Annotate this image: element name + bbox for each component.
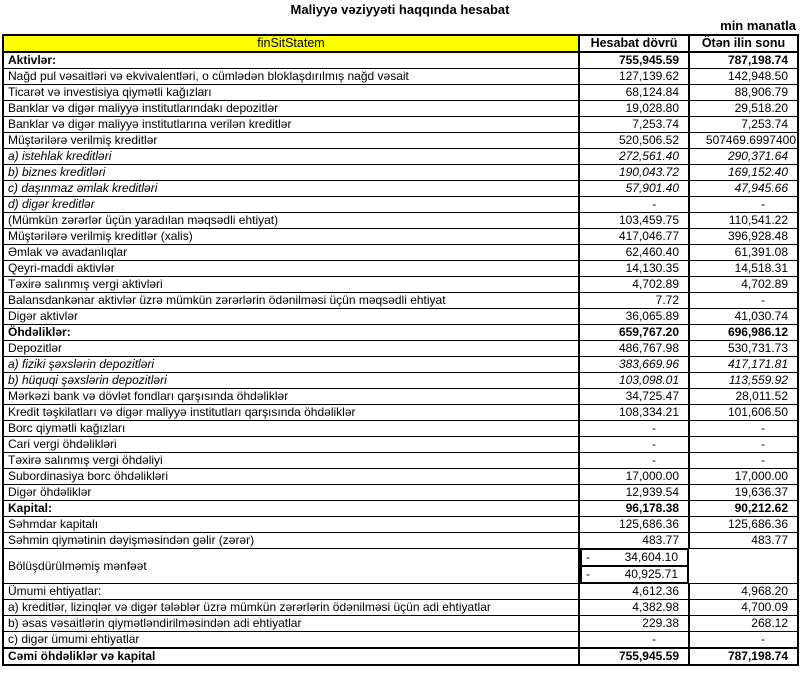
value-reporting-period: 4,702.89 bbox=[579, 277, 689, 293]
row-label: Aktivlər: bbox=[3, 52, 579, 69]
row-label: Digər öhdəliklər bbox=[3, 485, 579, 501]
value-reporting-period: 229.38 bbox=[579, 616, 689, 632]
value-end-of-last-year: 61,391.08 bbox=[689, 245, 798, 261]
row-label: Təxirə salınmış vergi öhdəliyi bbox=[3, 453, 579, 469]
value-reporting-period: 103,098.01 bbox=[579, 373, 689, 389]
value-reporting-period: 190,043.72 bbox=[579, 165, 689, 181]
value-reporting-period: 103,459.75 bbox=[579, 213, 689, 229]
value-reporting-period: 68,124.84 bbox=[579, 85, 689, 101]
unit-note: min manatla bbox=[720, 18, 796, 33]
value-reporting-period: 486,767.98 bbox=[579, 341, 689, 357]
row-label: Ümumi ehtiyatlar: bbox=[3, 584, 579, 600]
value-end-of-last-year: - bbox=[689, 453, 798, 469]
value-reporting-period: - bbox=[579, 197, 689, 213]
value-end-of-last-year: 90,212.62 bbox=[689, 501, 798, 517]
value-end-of-last-year: 88,906.79 bbox=[689, 85, 798, 101]
value-reporting-period: 659,767.20 bbox=[579, 325, 689, 341]
table-row bbox=[3, 325, 798, 341]
value-end-of-last-year: 507469.6997400 bbox=[689, 133, 798, 149]
row-label: Banklar və digər maliyyə institutlarına verilən kreditlər bbox=[3, 117, 579, 133]
row-label: Cəmi öhdəliklər və kapital bbox=[3, 648, 579, 665]
row-label: Subordinasiya borc öhdəlikləri bbox=[3, 469, 579, 485]
table-row bbox=[3, 277, 798, 293]
table-row bbox=[3, 501, 798, 517]
value-end-of-last-year: 483.77 bbox=[689, 533, 798, 549]
value-end-of-last-year: 787,198.74 bbox=[689, 648, 798, 665]
value-reporting-period: 12,939.54 bbox=[579, 485, 689, 501]
value-end-of-last-year: 125,686.36 bbox=[689, 517, 798, 533]
table-row bbox=[3, 405, 798, 421]
value-reporting-period: 755,945.59 bbox=[579, 52, 689, 69]
value-end-of-last-year: 4,702.89 bbox=[689, 277, 798, 293]
row-label: a) kreditlər, lizinqlər və digər tələblər üzrə mümkün zərərlərin ödənilməsi üçün adi ehtiyatlar bbox=[3, 600, 579, 616]
row-label: Nağd pul vəsaitləri və ekvivalentləri, o cümlədən bloklaşdırılmış nağd vəsait bbox=[3, 69, 579, 85]
row-label: b) əsas vəsaitlərin qiymətləndirilməsindən adi ehtiyatlar bbox=[3, 616, 579, 632]
row-label: Səhmdar kapitalı bbox=[3, 517, 579, 533]
value-reporting-period: - bbox=[579, 421, 689, 437]
table-row bbox=[3, 293, 798, 309]
table-row bbox=[3, 453, 798, 469]
table-header-row bbox=[3, 35, 798, 52]
row-label: Borc qiymətli kağızları bbox=[3, 421, 579, 437]
value-end-of-last-year: 19,636.37 bbox=[689, 485, 798, 501]
value-end-of-last-year: 41,030.74 bbox=[689, 309, 798, 325]
table-row bbox=[3, 85, 798, 101]
table-row bbox=[3, 149, 798, 165]
value-end-of-last-year: 101,606.50 bbox=[689, 405, 798, 421]
header-cell-end-of-last-year: Ötən ilin sonu bbox=[689, 35, 798, 52]
value-end-of-last-year: 787,198.74 bbox=[689, 52, 798, 69]
table-row bbox=[3, 213, 798, 229]
report-title: Maliyyə vəziyyəti haqqında hesabat bbox=[290, 2, 510, 17]
table-row bbox=[3, 309, 798, 325]
row-label: b) hüquqi şəxslərin depozitləri bbox=[3, 373, 579, 389]
table-row bbox=[3, 357, 798, 373]
value-end-of-last-year: 110,541.22 bbox=[689, 213, 798, 229]
row-label: Ticarət və investisiya qiymətli kağızları bbox=[3, 85, 579, 101]
value-reporting-period: 19,028.80 bbox=[579, 101, 689, 117]
row-label: a) fiziki şəxslərin depozitləri bbox=[3, 357, 579, 373]
row-label: Öhdəliklər: bbox=[3, 325, 579, 341]
value-end-of-last-year: 290,371.64 bbox=[689, 149, 798, 165]
table-row bbox=[3, 341, 798, 357]
value-end-of-last-year: 4,968.20 bbox=[689, 584, 798, 600]
table-row bbox=[3, 133, 798, 149]
value-end-of-last-year: 530,731.73 bbox=[689, 341, 798, 357]
value-reporting-period: - bbox=[579, 632, 689, 649]
value-end-of-last-year bbox=[580, 566, 689, 583]
header-cell-statement-name: finSitStatem bbox=[3, 35, 579, 52]
value-reporting-period: - bbox=[579, 437, 689, 453]
value-end-of-last-year: 17,000.00 bbox=[689, 469, 798, 485]
value-reporting-period: 108,334.21 bbox=[579, 405, 689, 421]
table-row bbox=[3, 101, 798, 117]
row-label: b) biznes kreditləri bbox=[3, 165, 579, 181]
table-row bbox=[3, 469, 798, 485]
value-reporting-period: 127,139.62 bbox=[579, 69, 689, 85]
table-row bbox=[3, 549, 798, 584]
value-reporting-period: 14,130.35 bbox=[579, 261, 689, 277]
value-reporting-period: 4,382.98 bbox=[579, 600, 689, 616]
value-end-of-last-year: 7,253.74 bbox=[689, 117, 798, 133]
value-reporting-period: 57,901.40 bbox=[579, 181, 689, 197]
table-row bbox=[3, 261, 798, 277]
table-row bbox=[3, 389, 798, 405]
value-end-of-last-year: 113,559.92 bbox=[689, 373, 798, 389]
row-label: Depozitlər bbox=[3, 341, 579, 357]
value-end-of-last-year: - bbox=[689, 197, 798, 213]
value-reporting-period: 17,000.00 bbox=[579, 469, 689, 485]
row-label: Kapital: bbox=[3, 501, 579, 517]
row-label: Balansdankənar aktivlər üzrə mümkün zərərlərin ödənilməsi üçün məqsədli ehtiyat bbox=[3, 293, 579, 309]
table-row bbox=[3, 52, 798, 69]
value-end-of-last-year: - bbox=[689, 632, 798, 649]
row-label: Müştərilərə verilmiş kreditlər (xalis) bbox=[3, 229, 579, 245]
table-row bbox=[3, 421, 798, 437]
row-label: a) istehlak kreditləri bbox=[3, 149, 579, 165]
value-reporting-period: 36,065.89 bbox=[579, 309, 689, 325]
table-row bbox=[3, 181, 798, 197]
table-row bbox=[3, 517, 798, 533]
value-reporting-period: 34,725.47 bbox=[579, 389, 689, 405]
financial-statement-table bbox=[2, 34, 799, 666]
row-label: Əmlak və avadanlıqlar bbox=[3, 245, 579, 261]
row-label: Səhmin qiymətinin dəyişməsindən gəlir (zərər) bbox=[3, 533, 579, 549]
value-end-of-last-year: 142,948.50 bbox=[689, 69, 798, 85]
row-label: d) digər kreditlər bbox=[3, 197, 579, 213]
row-label: Mərkəzi bank və dövlət fondları qarşısında öhdəliklər bbox=[3, 389, 579, 405]
row-label: Müştərilərə verilmiş kreditlər bbox=[3, 133, 579, 149]
negative-amount: 34,604.10 bbox=[624, 550, 678, 564]
table-row bbox=[3, 437, 798, 453]
negative-sign: - bbox=[586, 550, 590, 564]
table-row bbox=[3, 616, 798, 632]
value-reporting-period: 520,506.52 bbox=[579, 133, 689, 149]
row-label: c) daşınmaz əmlak kreditləri bbox=[3, 181, 579, 197]
value-end-of-last-year: 47,945.66 bbox=[689, 181, 798, 197]
table-row bbox=[3, 245, 798, 261]
value-reporting-period: - bbox=[579, 453, 689, 469]
value-end-of-last-year: 169,152.40 bbox=[689, 165, 798, 181]
value-reporting-period: 7,253.74 bbox=[579, 117, 689, 133]
value-reporting-period: 755,945.59 bbox=[579, 648, 689, 665]
value-reporting-period: 383,669.96 bbox=[579, 357, 689, 373]
row-label: Banklar və digər maliyyə institutlarındakı depozitlər bbox=[3, 101, 579, 117]
value-end-of-last-year: 396,928.48 bbox=[689, 229, 798, 245]
row-label: Digər aktivlər bbox=[3, 309, 579, 325]
header-cell-reporting-period: Hesabat dövrü bbox=[579, 35, 689, 52]
table-row bbox=[3, 600, 798, 616]
value-end-of-last-year: 417,171.81 bbox=[689, 357, 798, 373]
value-end-of-last-year: 14,518.31 bbox=[689, 261, 798, 277]
negative-amount: 40,925.71 bbox=[624, 567, 678, 581]
value-reporting-period: 125,686.36 bbox=[579, 517, 689, 533]
value-end-of-last-year: 268.12 bbox=[689, 616, 798, 632]
value-reporting-period: 483.77 bbox=[579, 533, 689, 549]
row-label: Cari vergi öhdəlikləri bbox=[3, 437, 579, 453]
value-end-of-last-year: - bbox=[689, 437, 798, 453]
table-row bbox=[3, 632, 798, 649]
row-label: c) digər ümumi ehtiyatlar bbox=[3, 632, 579, 649]
value-reporting-period: 417,046.77 bbox=[579, 229, 689, 245]
table-row bbox=[3, 373, 798, 389]
table-row bbox=[3, 533, 798, 549]
row-label: Kredit təşkilatları və digər maliyyə institutları qarşısında öhdəliklər bbox=[3, 405, 579, 421]
negative-sign: - bbox=[586, 567, 590, 581]
table-row bbox=[3, 229, 798, 245]
value-reporting-period: 96,178.38 bbox=[579, 501, 689, 517]
table-row bbox=[3, 165, 798, 181]
table-body bbox=[3, 52, 798, 665]
value-end-of-last-year: 696,986.12 bbox=[689, 325, 798, 341]
table-row bbox=[3, 485, 798, 501]
value-reporting-period: 4,612.36 bbox=[579, 584, 689, 600]
table-row bbox=[3, 584, 798, 600]
table-row bbox=[3, 69, 798, 85]
table-row bbox=[3, 117, 798, 133]
value-end-of-last-year: 29,518.20 bbox=[689, 101, 798, 117]
row-label: Təxirə salınmış vergi aktivləri bbox=[3, 277, 579, 293]
value-end-of-last-year: - bbox=[689, 421, 798, 437]
value-reporting-period bbox=[580, 549, 689, 566]
row-label: Bölüşdürülməmiş mənfəət bbox=[3, 549, 579, 584]
table-row bbox=[3, 197, 798, 213]
row-label: Qeyri-maddi aktivlər bbox=[3, 261, 579, 277]
value-end-of-last-year: 4,700.09 bbox=[689, 600, 798, 616]
value-reporting-period: 62,460.40 bbox=[579, 245, 689, 261]
value-end-of-last-year: - bbox=[689, 293, 798, 309]
value-end-of-last-year: 28,011.52 bbox=[689, 389, 798, 405]
table-row bbox=[3, 648, 798, 665]
value-reporting-period: 272,561.40 bbox=[579, 149, 689, 165]
value-reporting-period: 7.72 bbox=[579, 293, 689, 309]
row-label: (Mümkün zərərlər üçün yaradılan məqsədli ehtiyat) bbox=[3, 213, 579, 229]
